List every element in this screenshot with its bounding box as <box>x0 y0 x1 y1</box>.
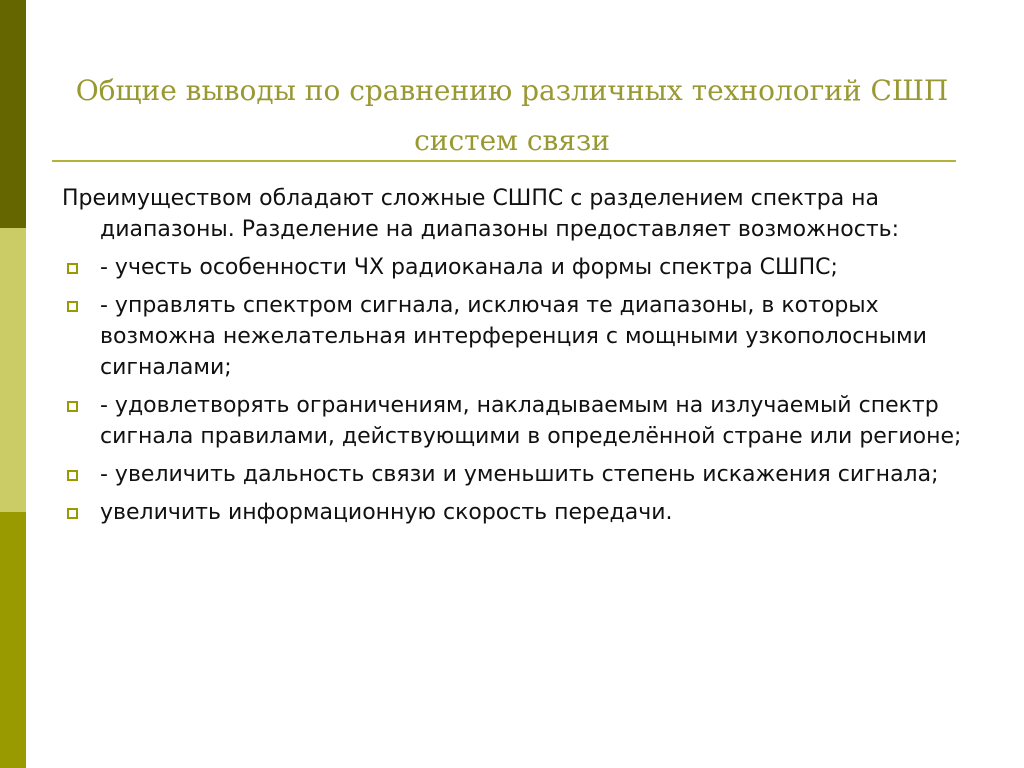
bullet-text: - управлять спектром сигнала, исключая те диапазоны, в которых возможна нежелательная интерференция с мощными узкополосными сигналами; <box>100 293 927 380</box>
list-item <box>62 290 962 383</box>
bullet-list <box>62 252 962 528</box>
bullet-text: - учесть особенности ЧХ радиоканала и формы спектра СШПС; <box>100 255 838 280</box>
lead-paragraph: Преимуществом обладают сложные СШПС с разделением спектра на диапазоны. Разделение на диапазоны предоставляет возможность: <box>62 186 900 242</box>
list-item <box>62 497 962 528</box>
square-bullet-icon <box>67 401 78 412</box>
square-bullet-icon <box>67 263 78 274</box>
bullet-text: - удовлетворять ограничениям, накладываемым на излучаемый спектр сигнала правилами, действующими в определённой стране или регионе; <box>100 393 962 449</box>
sidebar-band-bottom <box>0 512 26 768</box>
sidebar-band-top <box>0 0 26 228</box>
title-divider <box>52 160 956 162</box>
slide-title: Общие выводы по сравнению различных технологий СШП систем связи <box>75 74 949 157</box>
square-bullet-icon <box>67 508 78 519</box>
list-item <box>62 459 962 490</box>
list-item <box>62 390 962 452</box>
sidebar-stripe <box>0 0 26 768</box>
square-bullet-icon <box>67 470 78 481</box>
slide-body <box>62 183 962 535</box>
list-item <box>62 252 962 283</box>
bullet-text: - увеличить дальность связи и уменьшить степень искажения сигнала; <box>100 462 939 487</box>
square-bullet-icon <box>67 301 78 312</box>
sidebar-band-middle <box>0 228 26 512</box>
bullet-text: увеличить информационную скорость передачи. <box>100 500 673 525</box>
